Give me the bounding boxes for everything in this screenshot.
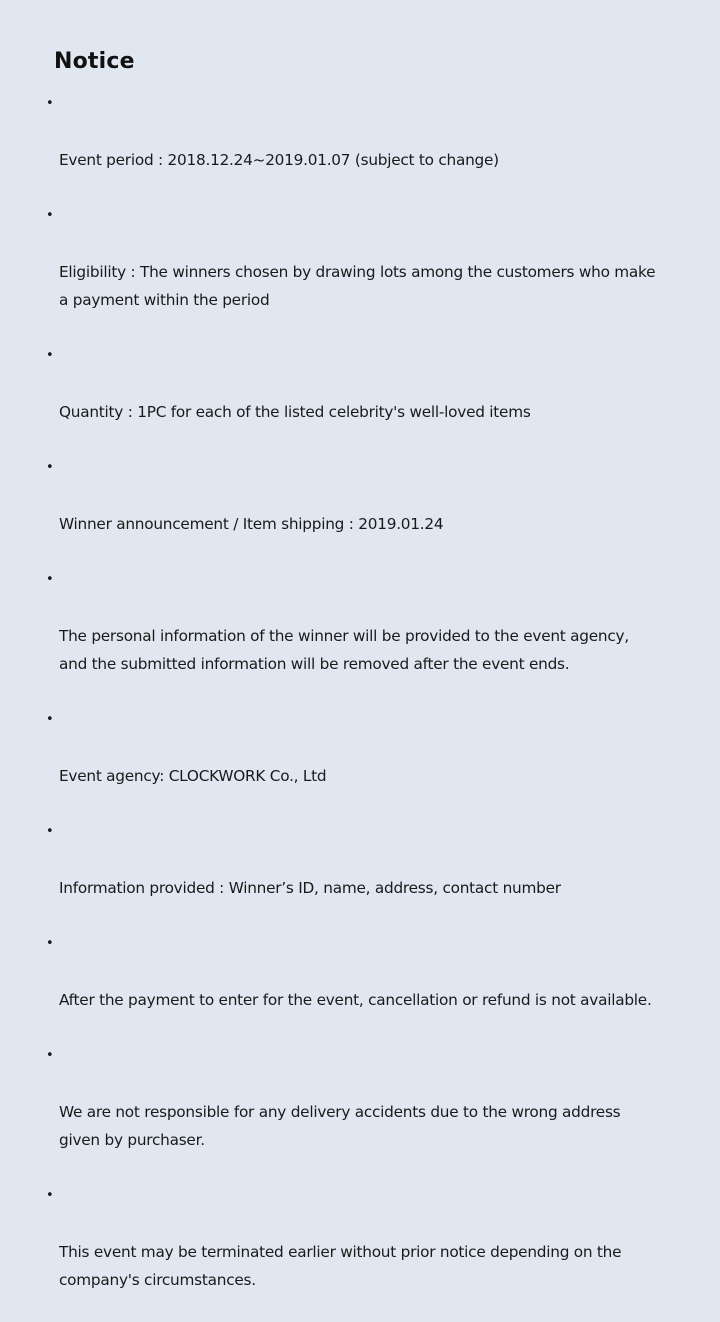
notice-title: Notice xyxy=(54,49,135,74)
bullet-icon: • xyxy=(46,96,54,111)
notice-text: Winner announcement / Item shipping : 2019.01.24 xyxy=(59,515,444,533)
notice-item-personal-information xyxy=(44,566,714,706)
bullet-icon: • xyxy=(46,460,54,475)
notice-item-quantity xyxy=(44,342,714,454)
notice-text: We are not responsible for any delivery accidents due to the wrong address given by purchaser. xyxy=(59,1103,621,1149)
bullet-icon: • xyxy=(46,1048,54,1063)
notice-text: Eligibility : The winners chosen by drawing lots among the customers who make a payment within the period xyxy=(59,263,656,309)
notice-text: This event may be terminated earlier without prior notice depending on the company's circumstances. xyxy=(59,1243,622,1289)
notice-text: Event period : 2018.12.24~2019.01.07 (subject to change) xyxy=(59,151,499,169)
notice-item-event-agency xyxy=(44,706,714,818)
bullet-icon: • xyxy=(46,572,54,587)
bullet-icon: • xyxy=(46,348,54,363)
notice-item-winner-announcement xyxy=(44,454,714,566)
notice-text: Information provided : Winner’s ID, name, address, contact number xyxy=(59,879,561,897)
notice-item-early-termination xyxy=(44,1182,714,1322)
bullet-icon: • xyxy=(46,936,54,951)
notice-text: The personal information of the winner will be provided to the event agency, and the submitted information will be removed after the event ends. xyxy=(59,627,629,673)
bullet-icon: • xyxy=(46,1188,54,1203)
notice-item-delivery-responsibility xyxy=(44,1042,714,1182)
notice-text: Event agency: CLOCKWORK Co., Ltd xyxy=(59,767,327,785)
notice-item-eligibility xyxy=(44,202,714,342)
notice-item-information-provided xyxy=(44,818,714,930)
notice-item-event-period xyxy=(44,90,714,202)
notice-list xyxy=(44,90,714,1322)
bullet-icon: • xyxy=(46,712,54,727)
bullet-icon: • xyxy=(46,208,54,223)
notice-item-cancellation xyxy=(44,930,714,1042)
notice-text: After the payment to enter for the event, cancellation or refund is not available. xyxy=(59,991,652,1009)
bullet-icon: • xyxy=(46,824,54,839)
notice-text: Quantity : 1PC for each of the listed celebrity's well-loved items xyxy=(59,403,531,421)
